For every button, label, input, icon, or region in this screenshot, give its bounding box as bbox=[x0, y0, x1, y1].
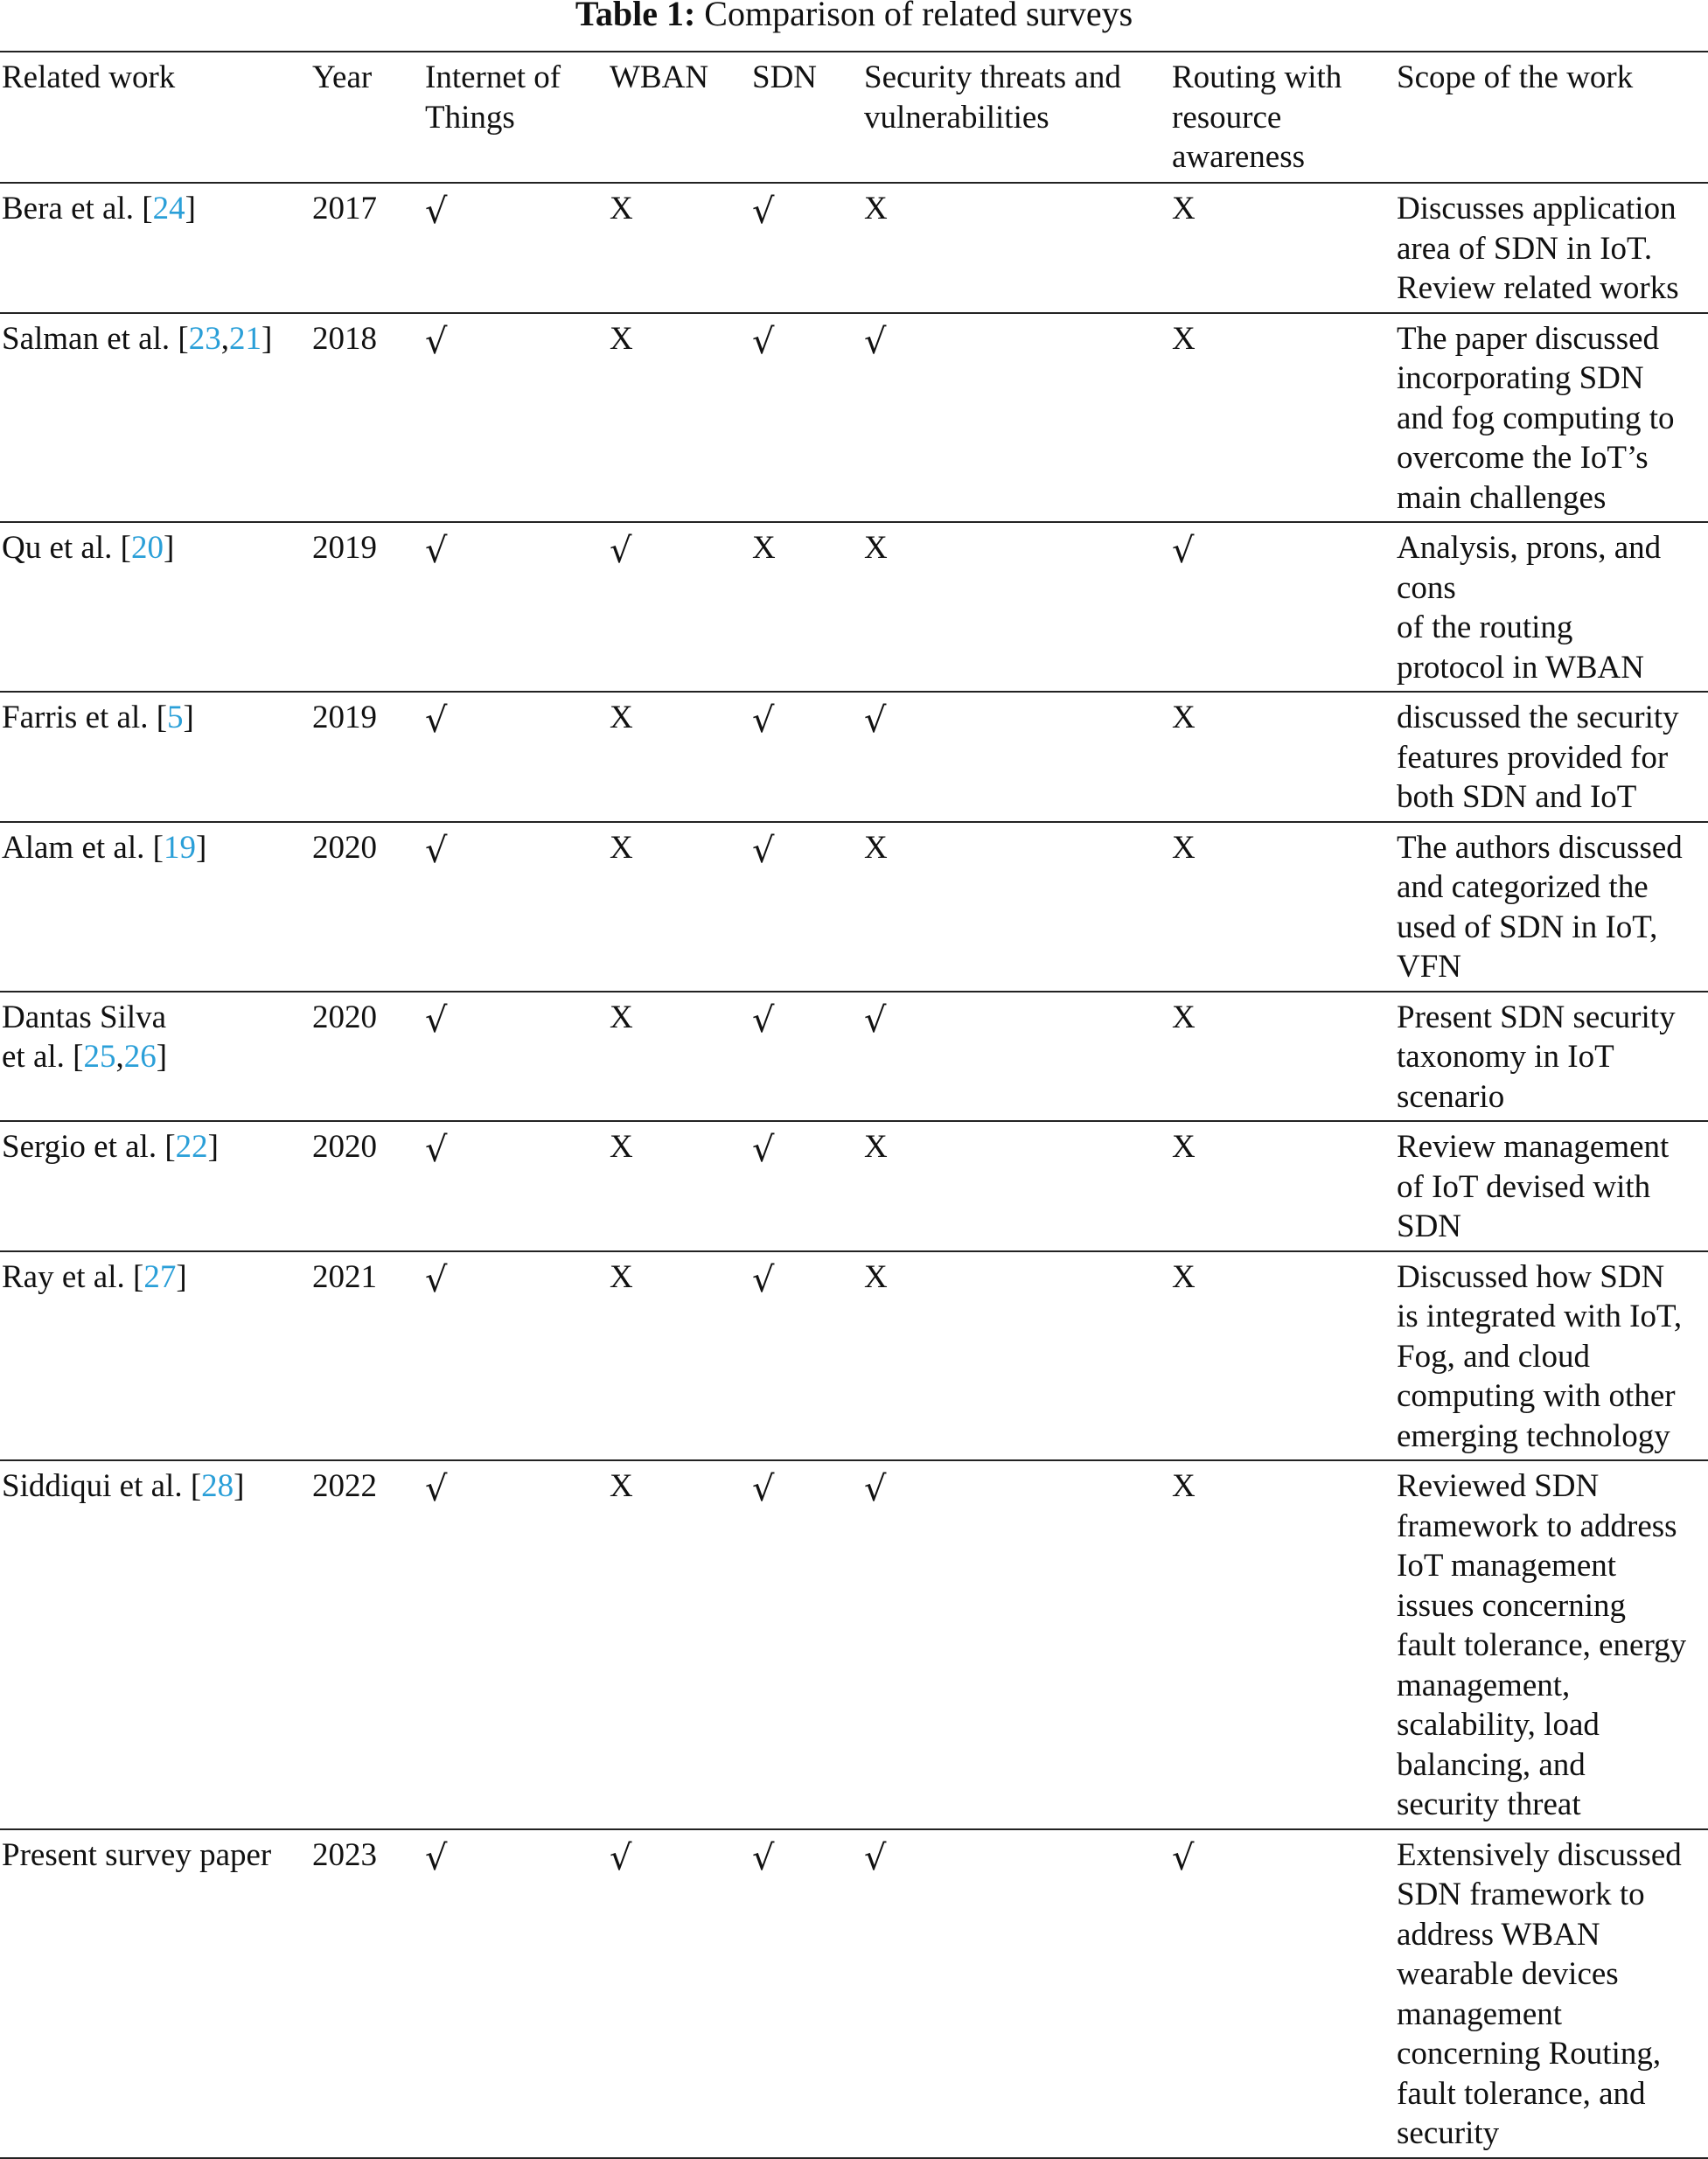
citation-separator: , bbox=[115, 1039, 124, 1075]
related-work-text: Dantas Silva bbox=[2, 999, 167, 1035]
scope-line: SDN bbox=[1397, 1208, 1462, 1244]
cell-scope-of-work bbox=[1395, 1460, 1708, 1829]
cell-routing-resource-awareness bbox=[1170, 1460, 1395, 1829]
scope-line: The paper discussed bbox=[1397, 320, 1660, 357]
scope-line: protocol in WBAN bbox=[1397, 649, 1644, 686]
cross-mark-icon: X bbox=[864, 1258, 888, 1295]
cell-routing-resource-awareness bbox=[1170, 1829, 1395, 2158]
scope-line: SDN framework to bbox=[1397, 1877, 1645, 1912]
check-mark-icon: √ bbox=[1172, 1837, 1195, 1878]
cell-security-threats bbox=[862, 522, 1170, 692]
citation-link[interactable]: 28 bbox=[201, 1468, 234, 1504]
scope-line: emerging technology bbox=[1397, 1417, 1670, 1454]
related-work-text: Ray et al. [ bbox=[2, 1258, 144, 1295]
cross-mark-icon: X bbox=[610, 829, 633, 866]
cell-security-threats bbox=[862, 692, 1170, 822]
table-row bbox=[0, 822, 1708, 992]
check-mark-icon: √ bbox=[425, 531, 448, 571]
citation-link[interactable]: 19 bbox=[163, 829, 196, 866]
cell-wban bbox=[608, 1829, 750, 2158]
scope-line: VFN bbox=[1397, 949, 1462, 985]
cell-year: 2021 bbox=[312, 1258, 377, 1295]
check-mark-icon: √ bbox=[425, 1469, 448, 1509]
cell-related-work bbox=[0, 1460, 310, 1829]
citation-link[interactable]: 20 bbox=[130, 530, 164, 566]
check-mark-icon: √ bbox=[425, 999, 448, 1041]
scope-line: The authors discussed bbox=[1397, 829, 1683, 866]
cell-wban bbox=[608, 1460, 750, 1829]
cell-security-threats bbox=[862, 1829, 1170, 2158]
cross-mark-icon: X bbox=[610, 999, 633, 1035]
cross-mark-icon: X bbox=[610, 320, 633, 357]
scope-line: concerning Routing, bbox=[1397, 2036, 1662, 2072]
check-mark-icon: √ bbox=[752, 830, 775, 871]
comparison-table bbox=[0, 51, 1708, 2159]
scope-line: Review related works bbox=[1397, 270, 1679, 306]
related-work-text: ] bbox=[176, 1258, 187, 1295]
related-work-text: Qu et al. [ bbox=[2, 530, 131, 566]
cell-sdn bbox=[750, 183, 862, 313]
cell-related-work bbox=[0, 1829, 310, 2158]
check-mark-icon: √ bbox=[752, 321, 775, 362]
check-mark-icon: √ bbox=[1172, 531, 1195, 571]
cell-related-work bbox=[0, 1121, 310, 1251]
cross-mark-icon: X bbox=[1172, 999, 1196, 1035]
related-work-text: et al. [ bbox=[2, 1039, 84, 1075]
scope-line: computing with other bbox=[1397, 1378, 1676, 1414]
scope-line: both SDN and IoT bbox=[1397, 779, 1637, 815]
scope-line: Review management bbox=[1397, 1129, 1670, 1165]
cross-mark-icon: X bbox=[864, 1129, 888, 1165]
cell-routing-resource-awareness bbox=[1170, 522, 1395, 692]
related-work-text: ] bbox=[183, 700, 194, 735]
related-work-text: Bera et al. [ bbox=[2, 191, 153, 226]
header-security-threats: Security threats and vulnerabilities bbox=[864, 59, 1121, 136]
cell-internet-of-things bbox=[423, 1829, 608, 2158]
cross-mark-icon: X bbox=[864, 191, 888, 226]
cell-security-threats bbox=[862, 1460, 1170, 1829]
scope-line: cons bbox=[1397, 569, 1456, 606]
cell-year: 2022 bbox=[312, 1468, 377, 1504]
check-mark-icon: √ bbox=[752, 1130, 775, 1170]
cross-mark-icon: X bbox=[610, 700, 633, 735]
cell-internet-of-things bbox=[423, 1251, 608, 1461]
table-row bbox=[0, 992, 1708, 1122]
related-work-text: Farris et al. [ bbox=[2, 700, 168, 735]
table-row bbox=[0, 1251, 1708, 1461]
scope-line: scenario bbox=[1397, 1078, 1505, 1115]
citation-link[interactable]: 22 bbox=[175, 1129, 208, 1165]
cell-internet-of-things bbox=[423, 1460, 608, 1829]
scope-line: address WBAN bbox=[1397, 1916, 1600, 1953]
cell-year: 2020 bbox=[312, 829, 377, 866]
cell-sdn bbox=[750, 313, 862, 523]
scope-line: IoT management bbox=[1397, 1548, 1617, 1584]
check-mark-icon: √ bbox=[864, 1837, 887, 1878]
cell-year: 2019 bbox=[312, 530, 377, 566]
check-mark-icon: √ bbox=[610, 1837, 632, 1878]
cell-internet-of-things bbox=[423, 313, 608, 523]
scope-line: framework to address bbox=[1397, 1508, 1677, 1544]
related-work-text: ] bbox=[185, 191, 196, 226]
scope-line: Fog, and cloud bbox=[1397, 1338, 1590, 1375]
related-work-text: Alam et al. [ bbox=[2, 829, 164, 866]
cell-sdn bbox=[750, 692, 862, 822]
scope-line: wearable devices bbox=[1397, 1956, 1619, 1992]
cell-internet-of-things bbox=[423, 522, 608, 692]
related-work-text: Sergio et al. [ bbox=[2, 1129, 176, 1165]
cell-internet-of-things bbox=[423, 692, 608, 822]
check-mark-icon: √ bbox=[425, 1130, 448, 1170]
cross-mark-icon: X bbox=[1172, 829, 1196, 866]
cell-year: 2017 bbox=[312, 191, 377, 226]
citation-link[interactable]: 24 bbox=[152, 191, 185, 226]
cell-scope-of-work bbox=[1395, 1251, 1708, 1461]
scope-line: Discussed how SDN bbox=[1397, 1258, 1665, 1295]
cell-scope-of-work bbox=[1395, 1829, 1708, 2158]
related-work-text: ] bbox=[207, 1129, 219, 1165]
cell-related-work bbox=[0, 822, 310, 992]
cell-sdn bbox=[750, 522, 862, 692]
table-caption bbox=[0, 0, 1708, 35]
related-work-text: Present survey paper bbox=[2, 1836, 272, 1873]
cell-sdn bbox=[750, 1829, 862, 2158]
cell-related-work bbox=[0, 692, 310, 822]
check-mark-icon: √ bbox=[425, 700, 448, 741]
scope-line: management bbox=[1397, 1995, 1563, 2032]
table-row bbox=[0, 692, 1708, 822]
cell-related-work bbox=[0, 992, 310, 1122]
cross-mark-icon: X bbox=[864, 829, 888, 866]
cell-wban bbox=[608, 1121, 750, 1251]
cell-related-work bbox=[0, 1251, 310, 1461]
header-internet-of-things: Internet of Things bbox=[425, 59, 561, 136]
scope-line: Discusses application bbox=[1397, 191, 1677, 226]
scope-line: and fog computing to bbox=[1397, 400, 1675, 436]
cell-security-threats bbox=[862, 183, 1170, 313]
header-wban: WBAN bbox=[610, 59, 709, 95]
check-mark-icon: √ bbox=[864, 700, 887, 741]
cell-routing-resource-awareness bbox=[1170, 313, 1395, 523]
cross-mark-icon: X bbox=[1172, 320, 1196, 357]
check-mark-icon: √ bbox=[425, 192, 448, 232]
cell-sdn bbox=[750, 1460, 862, 1829]
cell-year: 2019 bbox=[312, 700, 377, 735]
cell-wban bbox=[608, 313, 750, 523]
check-mark-icon: √ bbox=[752, 1259, 775, 1300]
table-caption-label: Table 1: bbox=[575, 0, 696, 33]
scope-line: main challenges bbox=[1397, 479, 1607, 516]
header-scope-of-work: Scope of the work bbox=[1397, 59, 1634, 95]
cell-routing-resource-awareness bbox=[1170, 992, 1395, 1122]
cell-security-threats bbox=[862, 313, 1170, 523]
check-mark-icon: √ bbox=[425, 1837, 448, 1878]
check-mark-icon: √ bbox=[425, 830, 448, 871]
check-mark-icon: √ bbox=[864, 1469, 887, 1509]
scope-line: scalability, load bbox=[1397, 1707, 1600, 1743]
citation-link[interactable]: 27 bbox=[143, 1258, 177, 1295]
cell-routing-resource-awareness bbox=[1170, 183, 1395, 313]
cell-year: 2018 bbox=[312, 320, 377, 357]
cell-sdn bbox=[750, 822, 862, 992]
cell-sdn bbox=[750, 992, 862, 1122]
table-row bbox=[0, 1460, 1708, 1829]
cell-year: 2023 bbox=[312, 1836, 377, 1873]
cross-mark-icon: X bbox=[610, 191, 633, 226]
cell-routing-resource-awareness bbox=[1170, 692, 1395, 822]
cross-mark-icon: X bbox=[610, 1129, 633, 1165]
scope-line: area of SDN in IoT. bbox=[1397, 230, 1653, 267]
table-row bbox=[0, 1121, 1708, 1251]
cell-related-work bbox=[0, 183, 310, 313]
scope-line: Present SDN security bbox=[1397, 999, 1676, 1035]
check-mark-icon: √ bbox=[864, 321, 887, 362]
cell-security-threats bbox=[862, 992, 1170, 1122]
cross-mark-icon: X bbox=[864, 530, 888, 566]
cell-year: 2020 bbox=[312, 1129, 377, 1165]
table-row bbox=[0, 183, 1708, 313]
cell-internet-of-things bbox=[423, 822, 608, 992]
table-row bbox=[0, 1829, 1708, 2158]
cell-security-threats bbox=[862, 1121, 1170, 1251]
scope-line: issues concerning bbox=[1397, 1587, 1627, 1624]
cell-scope-of-work bbox=[1395, 313, 1708, 523]
related-work-text: ] bbox=[261, 320, 273, 357]
scope-line: security threat bbox=[1397, 1786, 1581, 1822]
related-work-text: Siddiqui et al. [ bbox=[2, 1468, 202, 1504]
check-mark-icon: √ bbox=[425, 1259, 448, 1300]
header-related-work: Related work bbox=[2, 59, 176, 95]
cross-mark-icon: X bbox=[1172, 1129, 1196, 1165]
citation-link[interactable]: 5 bbox=[167, 700, 184, 735]
cell-scope-of-work bbox=[1395, 183, 1708, 313]
table-row bbox=[0, 313, 1708, 523]
cell-sdn bbox=[750, 1251, 862, 1461]
cell-internet-of-things bbox=[423, 1121, 608, 1251]
table-row bbox=[0, 522, 1708, 692]
cell-sdn bbox=[750, 1121, 862, 1251]
table-caption-text: Comparison of related surveys bbox=[704, 0, 1133, 33]
cell-related-work bbox=[0, 313, 310, 523]
scope-line: is integrated with IoT, bbox=[1397, 1299, 1683, 1334]
check-mark-icon: √ bbox=[752, 1469, 775, 1509]
cell-wban bbox=[608, 822, 750, 992]
scope-line: incorporating SDN bbox=[1397, 360, 1644, 396]
cell-scope-of-work bbox=[1395, 1121, 1708, 1251]
related-work-text: ] bbox=[234, 1468, 245, 1504]
cell-routing-resource-awareness bbox=[1170, 1251, 1395, 1461]
cell-routing-resource-awareness bbox=[1170, 822, 1395, 992]
scope-line: of the routing bbox=[1397, 609, 1573, 645]
scope-line: used of SDN in IoT, bbox=[1397, 909, 1658, 945]
header-year: Year bbox=[312, 59, 373, 95]
header-sdn: SDN bbox=[752, 59, 818, 95]
cell-scope-of-work bbox=[1395, 522, 1708, 692]
scope-line: features provided for bbox=[1397, 739, 1669, 776]
scope-line: balancing, and bbox=[1397, 1746, 1586, 1783]
table-body bbox=[0, 183, 1708, 2158]
cell-wban bbox=[608, 1251, 750, 1461]
cell-security-threats bbox=[862, 1251, 1170, 1461]
scope-line: Analysis, prons, and bbox=[1397, 530, 1662, 566]
citation-link[interactable]: 21 bbox=[228, 320, 261, 357]
check-mark-icon: √ bbox=[752, 192, 775, 232]
related-work-text: ] bbox=[163, 530, 175, 566]
cell-internet-of-things bbox=[423, 992, 608, 1122]
cell-related-work bbox=[0, 522, 310, 692]
cell-scope-of-work bbox=[1395, 822, 1708, 992]
check-mark-icon: √ bbox=[425, 321, 448, 362]
check-mark-icon: √ bbox=[752, 999, 775, 1041]
citation-link[interactable]: 23 bbox=[188, 320, 221, 357]
scope-line: of IoT devised with bbox=[1397, 1168, 1651, 1205]
cross-mark-icon: X bbox=[1172, 700, 1196, 735]
scope-line: Extensively discussed bbox=[1397, 1836, 1682, 1873]
scope-line: fault tolerance, and bbox=[1397, 2075, 1646, 2112]
scope-line: overcome the IoT’s bbox=[1397, 440, 1649, 476]
check-mark-icon: √ bbox=[864, 999, 887, 1041]
cross-mark-icon: X bbox=[610, 1468, 633, 1504]
related-work-text: ] bbox=[195, 829, 207, 866]
cell-wban bbox=[608, 692, 750, 822]
scope-line: fault tolerance, energy bbox=[1397, 1627, 1687, 1663]
cell-security-threats bbox=[862, 822, 1170, 992]
cross-mark-icon: X bbox=[1172, 191, 1196, 226]
cross-mark-icon: X bbox=[1172, 1258, 1196, 1295]
scope-line: security bbox=[1397, 2115, 1500, 2151]
header-routing-resource-awareness: Routing with resource awareness bbox=[1172, 59, 1342, 175]
related-work-text: Salman et al. [ bbox=[2, 320, 189, 357]
scope-line: Reviewed SDN bbox=[1397, 1468, 1600, 1504]
cell-routing-resource-awareness bbox=[1170, 1121, 1395, 1251]
citation-separator: , bbox=[220, 320, 229, 357]
check-mark-icon: √ bbox=[610, 531, 632, 571]
cell-wban bbox=[608, 183, 750, 313]
table-header-row bbox=[0, 52, 1708, 183]
cross-mark-icon: X bbox=[752, 530, 776, 566]
check-mark-icon: √ bbox=[752, 1837, 775, 1878]
cross-mark-icon: X bbox=[610, 1258, 633, 1295]
cross-mark-icon: X bbox=[1172, 1468, 1196, 1504]
related-work-text: ] bbox=[156, 1039, 168, 1075]
scope-line: management, bbox=[1397, 1667, 1571, 1703]
cell-wban bbox=[608, 522, 750, 692]
cell-scope-of-work bbox=[1395, 692, 1708, 822]
check-mark-icon: √ bbox=[752, 700, 775, 741]
cell-internet-of-things bbox=[423, 183, 608, 313]
citation-link[interactable]: 25 bbox=[83, 1039, 116, 1075]
cell-scope-of-work bbox=[1395, 992, 1708, 1122]
scope-line: and categorized the bbox=[1397, 869, 1649, 905]
cell-wban bbox=[608, 992, 750, 1122]
scope-line: taxonomy in IoT bbox=[1397, 1039, 1614, 1075]
scope-line: discussed the security bbox=[1397, 700, 1679, 735]
cell-year: 2020 bbox=[312, 999, 377, 1035]
citation-link[interactable]: 26 bbox=[123, 1039, 157, 1075]
